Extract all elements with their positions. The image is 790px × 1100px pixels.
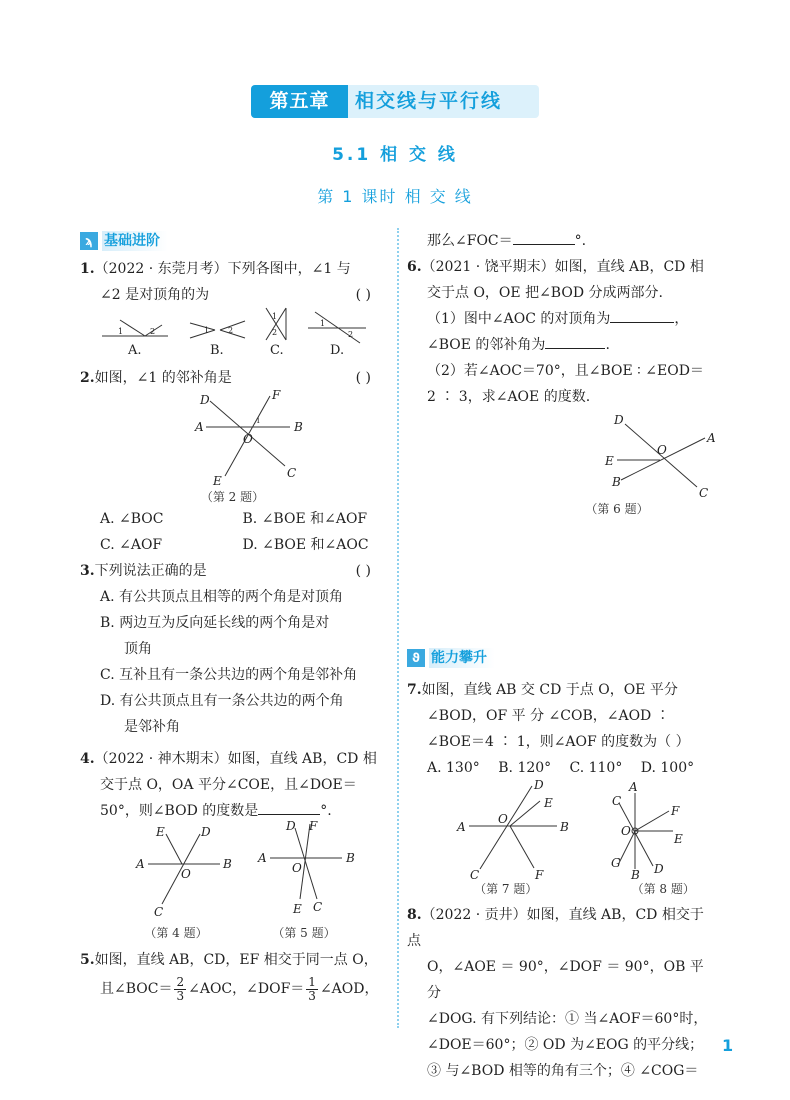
option[interactable]: D. 100°: [640, 760, 695, 776]
angle-label: 1: [118, 327, 124, 336]
point-label: C: [470, 868, 480, 882]
point-label: F: [535, 868, 544, 882]
point-label: F: [309, 819, 318, 833]
figure-b: [190, 321, 245, 358]
point-label: A: [707, 431, 716, 445]
option[interactable]: A. 有公共顶点且相等的两个角是对顶角: [100, 589, 344, 605]
question-text: （2021 · 饶平期末）如图，直线 AB，CD 相: [421, 259, 704, 275]
figure-caption: （第 6 题）: [585, 502, 649, 516]
q8-figure: [611, 780, 683, 882]
question-4: [80, 746, 385, 941]
figure-caption: （第 4 题）: [144, 926, 208, 940]
q1-figures: [80, 308, 380, 366]
point-label: A: [195, 420, 204, 434]
page-number: 1: [722, 1036, 734, 1055]
question-text: ，: [674, 311, 689, 327]
options-row: [80, 532, 385, 558]
point-label: O: [657, 443, 667, 457]
figure-caption: （第 2 题）: [200, 490, 265, 504]
point-label: B: [223, 857, 232, 871]
question-text: 如图，直线 AB 交 CD 于点 O，OE 平分: [421, 682, 678, 698]
question-2: [80, 365, 385, 558]
point-label: B: [346, 851, 355, 865]
option[interactable]: C. 互补且有一条公共边的两个角是邻补角: [100, 667, 358, 683]
question-text: °.: [320, 803, 332, 819]
figure-d: [308, 312, 366, 358]
option-label: B.: [210, 343, 224, 358]
q7-figure: [456, 778, 569, 882]
point-label: A: [629, 780, 638, 794]
point-label: F: [272, 388, 281, 402]
point-label: C: [699, 486, 709, 500]
fraction-denominator: 3: [308, 988, 316, 1003]
fraction-numerator: 2: [176, 974, 185, 989]
option[interactable]: A. ∠BOC: [100, 511, 164, 527]
chapter-title: 相交线与平行线: [355, 90, 503, 112]
answer-blank[interactable]: [513, 230, 575, 245]
options-row: [80, 506, 385, 532]
fraction-denominator: 3: [176, 988, 185, 1003]
question-text: ∠AOC，∠DOF＝: [188, 981, 305, 997]
question-7: [407, 677, 712, 896]
point-label: E: [674, 832, 683, 846]
question-text: ∠2 是对顶角的为: [100, 287, 210, 303]
question-6: [407, 254, 716, 517]
section-label: 能力攀升: [429, 648, 495, 668]
point-label: E: [156, 825, 165, 839]
point-label: C: [154, 905, 164, 919]
point-label: O: [181, 867, 191, 881]
option-label: C.: [270, 343, 284, 358]
point-label: E: [605, 454, 614, 468]
option[interactable]: C. 110°: [569, 760, 623, 776]
question-text: （2022 · 神木期末）如图，直线 AB，CD 相: [94, 751, 377, 767]
point-label: D: [200, 393, 210, 407]
answer-blank[interactable]: [545, 334, 605, 349]
left-column: [80, 230, 385, 1005]
point-label: O: [621, 824, 631, 838]
figure-caption: （第 5 题）: [272, 926, 336, 940]
figure-caption: （第 7 题）: [474, 882, 538, 896]
answer-blank[interactable]: [610, 308, 674, 323]
question-number: 1.: [80, 261, 95, 277]
section-basic: [80, 230, 385, 252]
option-continued: 顶角: [124, 641, 152, 657]
option[interactable]: A. 130°: [427, 760, 480, 776]
question-5: [80, 947, 385, 1005]
answer-paren: ( ): [355, 287, 371, 303]
question-text: 2 ∶ 3，求∠AOE 的度数.: [427, 389, 591, 405]
question-number: 4.: [80, 751, 95, 767]
point-label: E: [544, 796, 553, 810]
point-label: G: [611, 856, 621, 870]
angle-label: 1: [320, 319, 326, 328]
question-text: .: [605, 337, 610, 353]
fraction: [174, 976, 186, 1003]
right-column: [407, 228, 716, 1084]
angle-label: 2: [348, 330, 354, 339]
q4-figure: [135, 825, 232, 919]
angle-label: 1: [204, 326, 210, 335]
figure-c: [266, 308, 286, 358]
point-label: C: [313, 900, 323, 914]
point-label: D: [286, 819, 296, 833]
point-label: E: [293, 902, 302, 916]
answer-paren: ( ): [355, 563, 371, 579]
climber-icon: ϑ: [407, 649, 425, 667]
point-label: D: [534, 778, 544, 792]
question-text: ∠AOD，: [319, 981, 379, 997]
question-text: O，∠AOE ＝ 90°，∠DOF ＝ 90°，OB 平分: [427, 959, 704, 1001]
option-label: D.: [330, 343, 345, 358]
question-number: 2.: [80, 370, 95, 386]
point-label: C: [612, 794, 622, 808]
q7-q8-figures: [407, 778, 712, 882]
section-advanced: [407, 647, 712, 669]
figure-caption: （第 8 题）: [631, 882, 695, 896]
question-text: 那么∠FOC＝: [427, 233, 513, 249]
point-label: O: [498, 812, 508, 826]
question-text: 如图，直线 AB，CD，EF 相交于同一点 O，: [94, 952, 378, 968]
angle-label: 2: [228, 326, 234, 335]
options-row: [407, 755, 712, 781]
question-text: 且∠BOC＝: [100, 981, 173, 997]
question-1: [80, 256, 385, 375]
option[interactable]: D. 有公共顶点且有一条公共边的两个角: [100, 693, 344, 709]
fraction-numerator: 1: [308, 974, 316, 989]
angle-label: 1: [256, 417, 261, 425]
point-label: D: [201, 825, 211, 839]
question-text: 交于点 O，OA 平分∠COE，且∠DOE＝: [100, 777, 357, 793]
lesson-title: 第 1 课时 相 交 线: [317, 187, 473, 206]
point-label: A: [258, 851, 267, 865]
option[interactable]: D. ∠BOE 和∠AOC: [242, 537, 369, 553]
option[interactable]: B. 两边互为反向延长线的两个角是对: [100, 615, 330, 631]
question-text: （2022 · 贡井）如图，直线 AB，CD 相交于点: [407, 907, 704, 949]
point-label: B: [560, 820, 569, 834]
question-text: °.: [574, 233, 587, 249]
answer-paren: ( ): [355, 370, 371, 386]
question-3: [80, 558, 385, 740]
question-text: ∠BOD，OF 平 分 ∠COB，∠AOD ∶: [427, 708, 670, 724]
angle-label: 2: [272, 328, 278, 337]
option[interactable]: C. ∠AOF: [100, 537, 163, 553]
question-text: 50°，则∠BOD 的度数是: [100, 803, 259, 819]
question-text: 下列说法正确的是: [94, 563, 207, 579]
point-label: F: [671, 804, 680, 818]
point-label: E: [213, 474, 222, 488]
q4-q5-figures: [80, 819, 380, 924]
question-text: ∠BOE 的邻补角为: [427, 337, 546, 353]
question-text: （2）若∠AOC＝70°，且∠BOE ∶ ∠EOD＝: [427, 363, 704, 379]
point-label: D: [614, 413, 624, 427]
option-label: A.: [128, 343, 142, 358]
question-number: 3.: [80, 563, 95, 579]
option[interactable]: B. 120°: [498, 760, 552, 776]
question-number: 8.: [407, 907, 422, 923]
point-label: O: [292, 861, 302, 875]
point-label: A: [136, 857, 145, 871]
question-text: （1）图中∠AOC 的对顶角为: [427, 311, 611, 327]
answer-blank[interactable]: [258, 800, 320, 815]
question-number: 6.: [407, 259, 422, 275]
angle-label: 2: [150, 327, 156, 336]
question-number: 5.: [80, 952, 95, 968]
q6-figure: [407, 412, 716, 500]
column-divider: [397, 228, 399, 1028]
question-text: ∠BOE＝4 ∶ 1，则∠AOF 的度数为（ ）: [427, 734, 690, 750]
question-8: [407, 902, 712, 1084]
point-label: C: [287, 466, 297, 480]
angle-label: 1: [272, 312, 278, 321]
q5-figure: [257, 819, 355, 916]
question-text: 如图，∠1 的邻补角是: [94, 370, 232, 386]
section-title: 5.1 相 交 线: [332, 145, 458, 165]
question-text: 交于点 O，OE 把∠BOD 分成两部分.: [427, 285, 663, 301]
question-text: （2022 · 东莞月考）下列各图中，∠1 与: [94, 261, 351, 277]
chapter-number: 第五章: [251, 85, 348, 118]
fraction: [306, 976, 318, 1003]
runner-icon: ϡ: [80, 232, 98, 250]
question-text: ∠DOE＝60°；② OD 为∠EOG 的平分线；: [427, 1037, 704, 1053]
section-label: 基础进阶: [102, 231, 168, 251]
option-continued: 是邻补角: [124, 719, 180, 735]
point-label: A: [457, 820, 466, 834]
point-label: D: [654, 862, 664, 876]
point-label: B: [612, 475, 621, 489]
figure-a: [102, 320, 168, 358]
point-label: O: [243, 432, 253, 446]
q2-figure: [80, 388, 380, 488]
option[interactable]: B. ∠BOE 和∠AOF: [242, 511, 368, 527]
point-label: B: [294, 420, 303, 434]
question-number: 7.: [407, 682, 422, 698]
point-label: B: [631, 868, 640, 882]
question-text: ③ 与∠BOD 相等的角有三个；④ ∠COG＝: [427, 1063, 699, 1079]
question-text: ∠DOG. 有下列结论：① 当∠AOF＝60°时，: [427, 1011, 708, 1027]
